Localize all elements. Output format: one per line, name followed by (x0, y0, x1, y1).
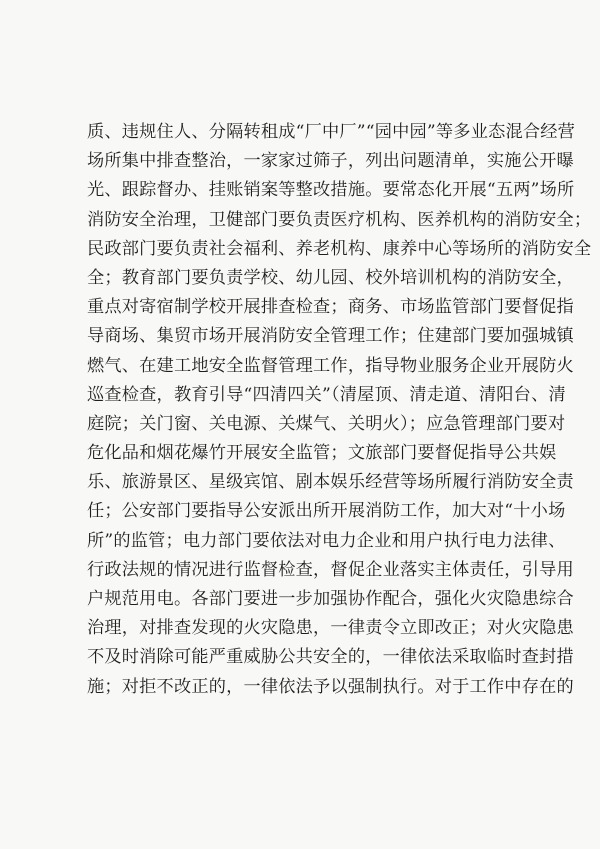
text-line-16: 行政法规的情况进行监督检查，督促企业落实主体责任，引导用 (87, 559, 574, 580)
body-text (87, 118, 592, 702)
text-line-2: 场所集中排查整治，一家家过筛子，列出问题清单，实施公开曝 (87, 151, 574, 172)
text-line-5: 民政部门要负责社会福利、养老机构、康养中心等场所的消防安全 (87, 238, 592, 259)
text-line-10: 巡查检查，教育引导“四清四关”（清屋顶、清走道、清阳台、清 (87, 384, 566, 405)
text-line-6: 全；教育部门要负责学校、幼儿园、校外培训机构的消防安全， (87, 267, 574, 288)
text-line-1: 质、违规住人、分隔转租成“厂中厂”“园中园”等多业态混合经营 (87, 122, 576, 142)
text-line-17: 户规范用电。各部门要进一步加强协作配合，强化火灾隐患综合 (87, 589, 574, 609)
text-line-4: 消防安全治理，卫健部门要负责医疗机构、医养机构的消防安全； (87, 209, 592, 230)
text-line-13: 乐、旅游景区、星级宾馆、剧本娱乐经营等场所履行消防安全责 (87, 472, 574, 493)
text-line-15: 所”的监管；电力部门要依法对电力企业和用户执行电力法律、 (87, 530, 566, 551)
text-line-19: 不及时消除可能严重威胁公共安全的，一律依法采取临时查封措 (87, 647, 574, 668)
text-line-14: 任；公安部门要指导公安派出所开展消防工作，加大对“十小场 (87, 501, 566, 522)
text-line-3: 光、跟踪督办、挂账销案等整改措施。要常态化开展“五两”场所 (87, 180, 575, 201)
text-line-12: 危化品和烟花爆竹开展安全监管；文旅部门要督促指导公共娱 (87, 443, 557, 464)
text-line-20: 施；对拒不改正的，一律依法予以强制执行。对于工作中存在的 (87, 676, 574, 697)
text-line-9: 燃气、在建工地安全监督管理工作，指导物业服务企业开展防火 (87, 355, 574, 376)
text-line-8: 导商场、集贸市场开展消防安全管理工作；住建部门要加强城镇 (87, 326, 574, 347)
text-line-11: 庭院；关门窗、关电源、关煤气、关明火）；应急管理部门要对 (87, 413, 566, 434)
text-line-18: 治理，对排查发现的火灾隐患，一律责令立即改正；对火灾隐患 (87, 618, 574, 639)
text-line-7: 重点对寄宿制学校开展排查检查；商务、市场监管部门要督促指 (87, 297, 574, 318)
